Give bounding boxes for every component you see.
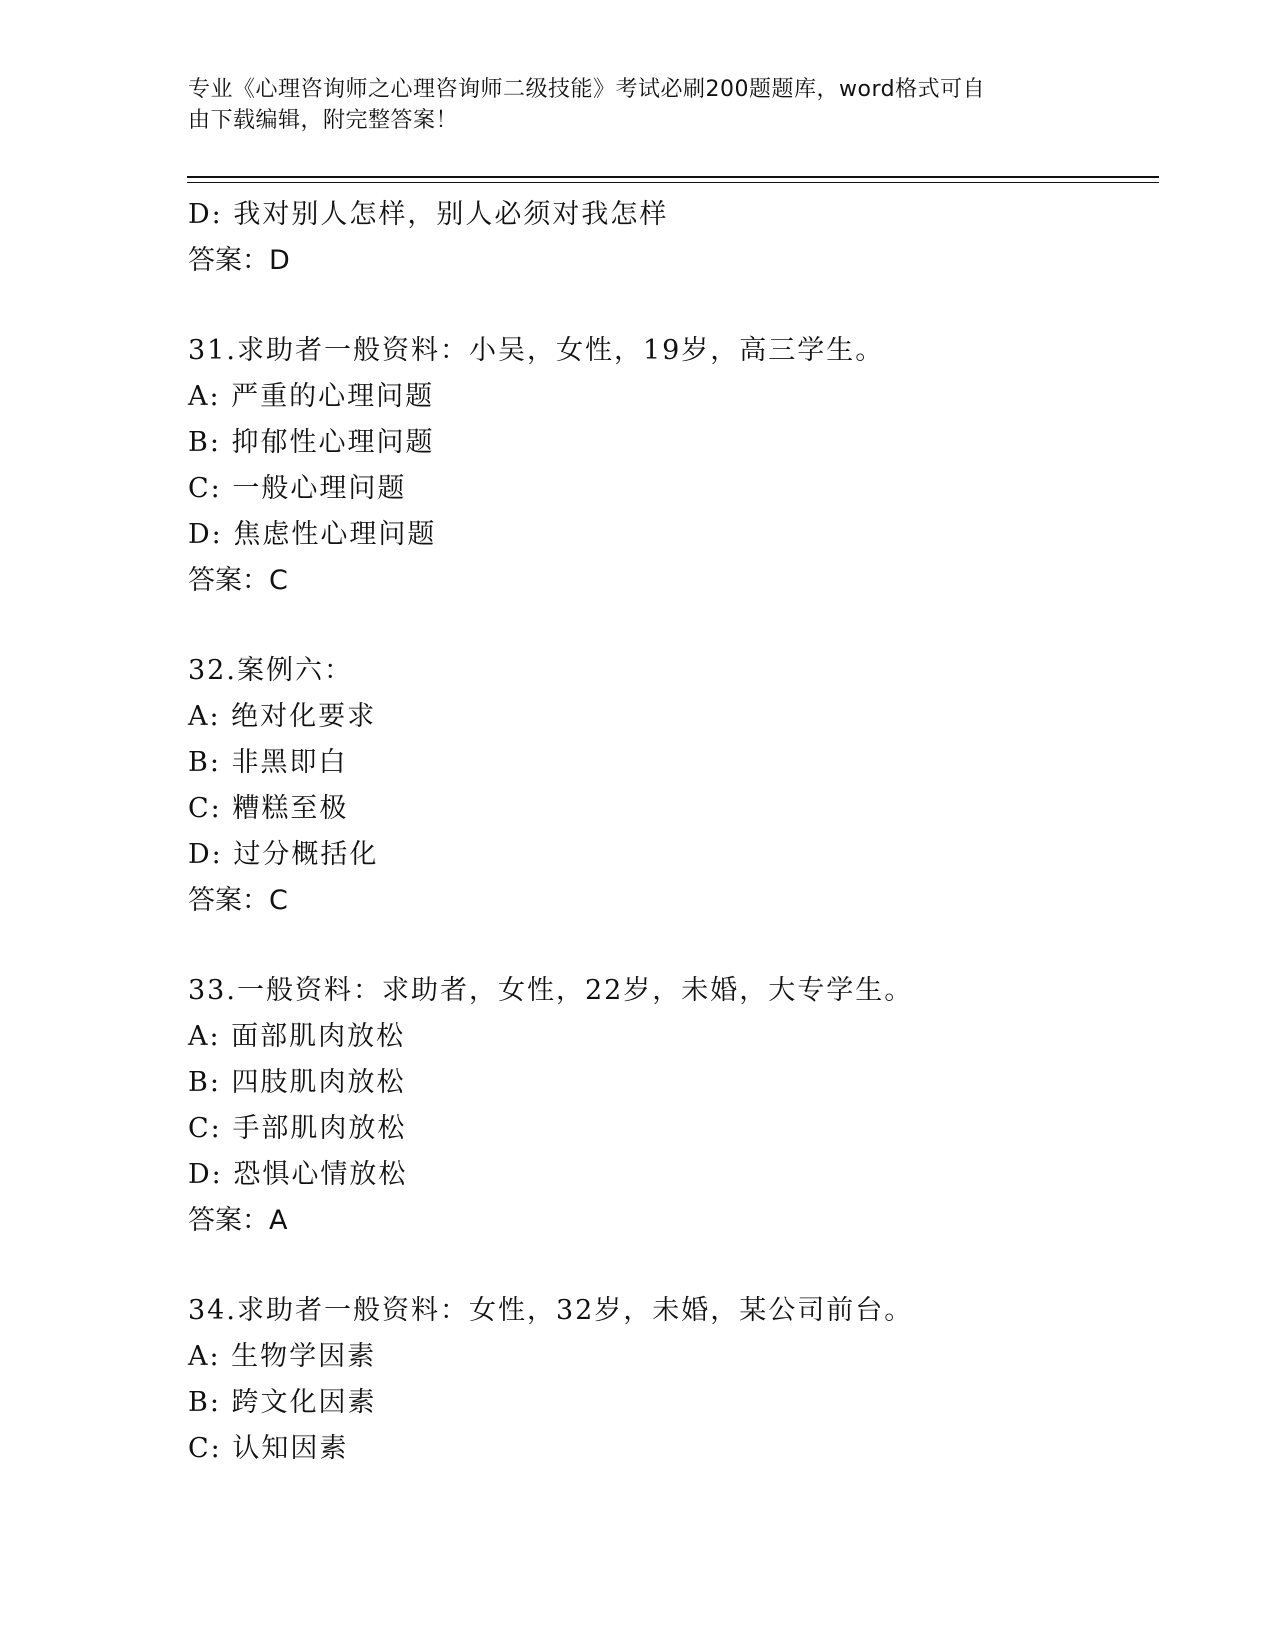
option-c: C: 糟糕至极	[188, 793, 349, 824]
option-b: B: 四肢肌肉放松	[188, 1067, 406, 1098]
question-31	[188, 328, 1148, 604]
option-a: A: 面部肌肉放松	[188, 1021, 406, 1052]
option-b: B: 抑郁性心理问题	[188, 427, 435, 458]
question-stem: 33.一般资料：求助者，女性，22岁，未婚，大专学生。	[188, 975, 914, 1006]
option-b: B: 非黑即白	[188, 747, 348, 778]
header-divider-thick	[187, 176, 1159, 178]
prev-answer: 答案：D	[188, 245, 290, 276]
question-stem: 34.求助者一般资料：女性，32岁，未婚，某公司前台。	[188, 1295, 914, 1326]
prev-option-d: D: 我对别人怎样，别人必须对我怎样	[188, 199, 669, 230]
option-c: C: 认知因素	[188, 1433, 349, 1464]
question-stem: 32.案例六：	[188, 655, 353, 686]
option-d: D: 过分概括化	[188, 839, 379, 870]
answer: 答案：A	[188, 1205, 288, 1236]
option-b: B: 跨文化因素	[188, 1387, 377, 1418]
option-d: D: 焦虑性心理问题	[188, 519, 437, 550]
answer: 答案：C	[188, 885, 288, 916]
option-a: A: 绝对化要求	[188, 701, 377, 732]
question-34	[188, 1288, 1148, 1472]
option-c: C: 手部肌肉放松	[188, 1113, 407, 1144]
question-33	[188, 968, 1148, 1244]
question-32	[188, 648, 1148, 924]
header-line-2: 由下载编辑，附完整答案！	[188, 108, 459, 133]
question-stem: 31.求助者一般资料：小吴，女性，19岁，高三学生。	[188, 335, 885, 366]
option-a: A: 严重的心理问题	[188, 381, 435, 412]
option-a: A: 生物学因素	[188, 1341, 377, 1372]
question-list	[188, 192, 1148, 1472]
header-line-1: 专业《心理咨询师之心理咨询师二级技能》考试必刷200题题库，word格式可自	[188, 77, 986, 102]
document-header	[188, 74, 1068, 136]
answer: 答案：C	[188, 565, 288, 596]
option-c: C: 一般心理问题	[188, 473, 407, 504]
option-d: D: 恐惧心情放松	[188, 1159, 408, 1190]
header-divider-thin	[187, 182, 1159, 183]
